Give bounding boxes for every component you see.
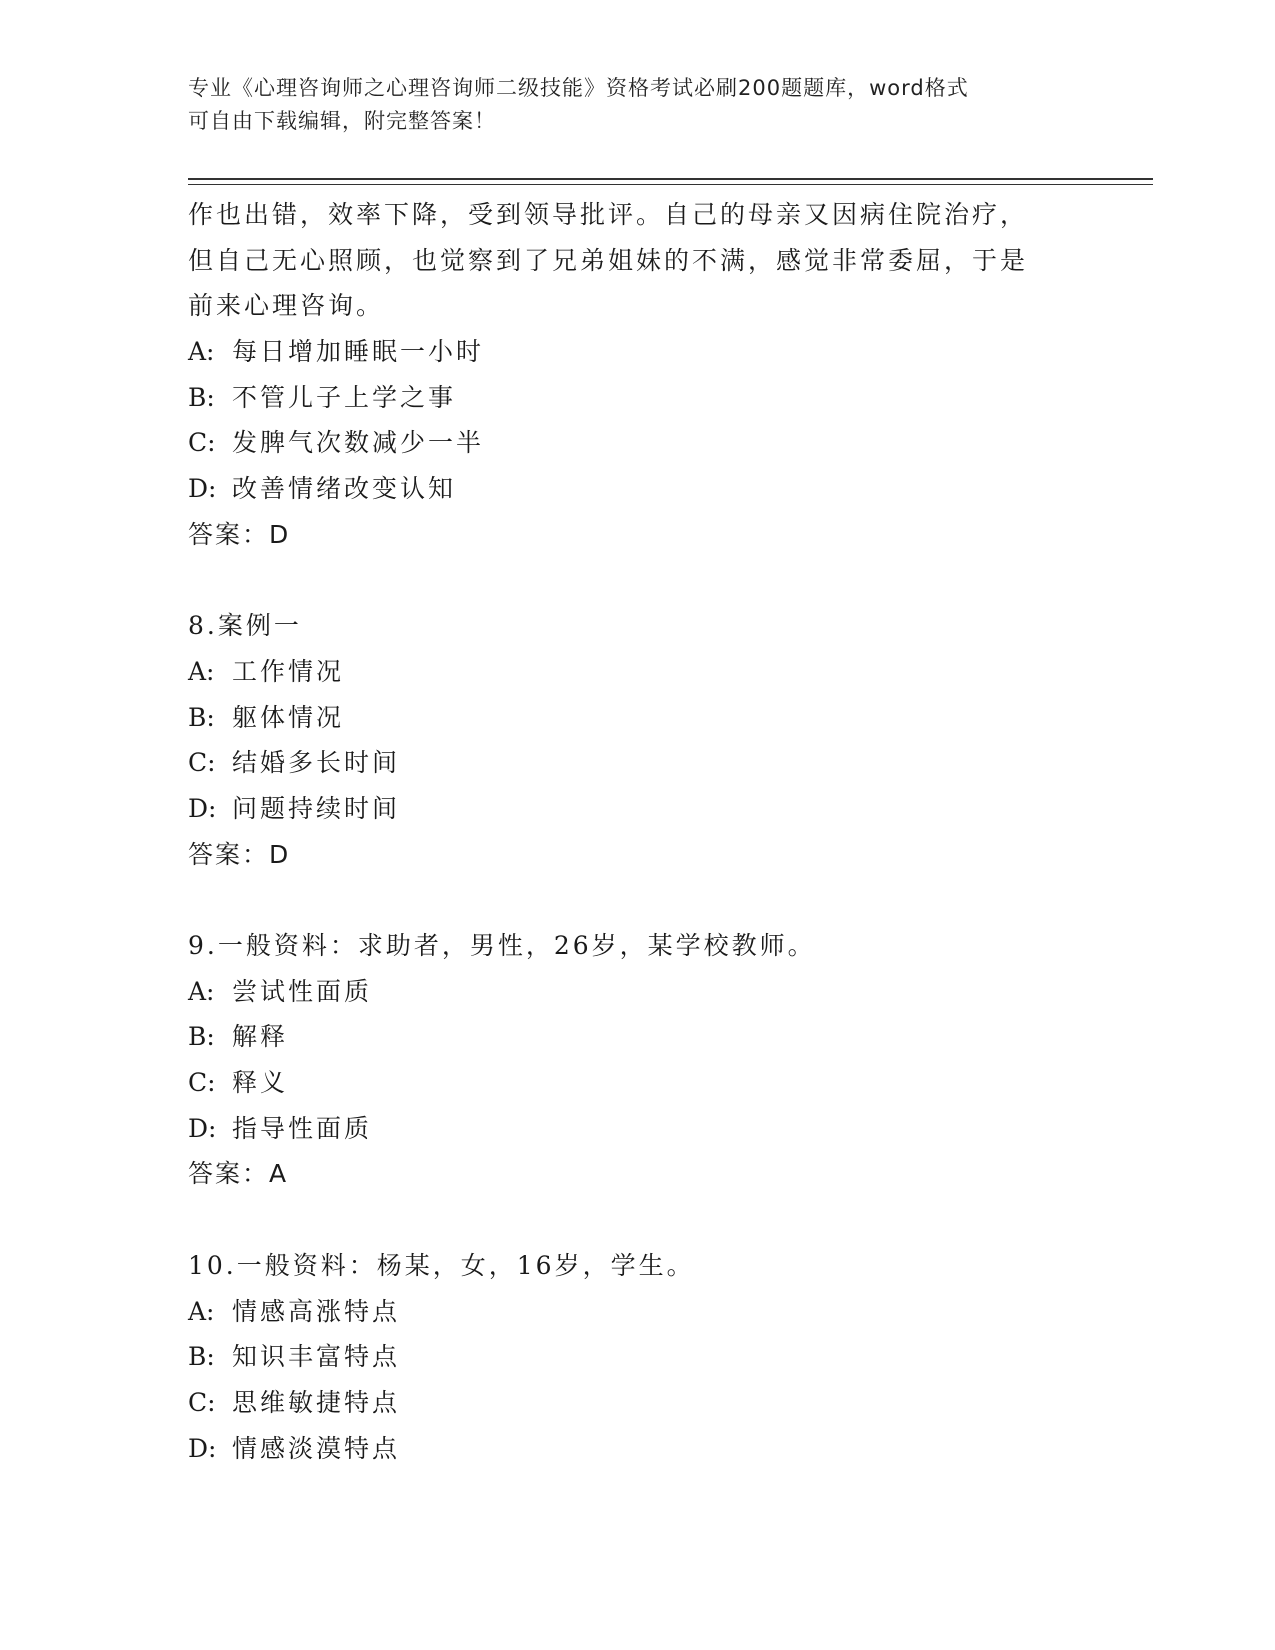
header-divider-thin xyxy=(188,184,1153,185)
stem-line: 前来心理咨询。 xyxy=(188,291,385,321)
option-letter: A: xyxy=(188,976,215,1006)
option-letter: D: xyxy=(188,474,217,504)
stem-line: 但自己无心照顾，也觉察到了兄弟姐妹的不满，感觉非常委屈，于是 xyxy=(188,245,1029,275)
option-letter: D: xyxy=(188,1113,217,1143)
option-text: 改善情绪改变认知 xyxy=(232,474,457,504)
option-letter: B: xyxy=(188,382,215,412)
option-text: 结婚多长时间 xyxy=(232,748,401,778)
option-letter: B: xyxy=(188,1022,215,1052)
answer-line: 答案：A xyxy=(188,1159,289,1189)
option-text: 情感淡漠特点 xyxy=(232,1433,401,1463)
option-text: 指导性面质 xyxy=(232,1113,373,1143)
option-text: 不管儿子上学之事 xyxy=(232,382,457,412)
option-text: 发脾气次数减少一半 xyxy=(232,428,485,458)
option-c xyxy=(188,420,1088,466)
answer-line: 答案：D xyxy=(188,519,291,549)
question-stem: 9.一般资料：求助者，男性，26岁，某学校教师。 xyxy=(188,931,816,960)
question-7-continuation xyxy=(188,192,1088,558)
option-c xyxy=(188,1060,1088,1106)
option-b xyxy=(188,1334,1088,1380)
option-letter: D: xyxy=(188,793,217,823)
option-d xyxy=(188,786,1088,832)
question-8 xyxy=(188,603,1088,877)
option-d xyxy=(188,1426,1088,1472)
option-b xyxy=(188,1014,1088,1060)
option-text: 解释 xyxy=(232,1022,289,1052)
option-a xyxy=(188,969,1088,1015)
option-a xyxy=(188,329,1088,375)
option-letter: D: xyxy=(188,1433,217,1463)
header-title-line2: 可自由下载编辑，附完整答案！ xyxy=(188,109,496,133)
option-letter: C: xyxy=(188,1387,216,1417)
header-title-line1: 专业《心理咨询师之心理咨询师二级技能》资格考试必刷200题题库，word格式 xyxy=(188,76,969,100)
option-letter: B: xyxy=(188,702,215,732)
question-stem: 8.案例一 xyxy=(188,611,302,641)
option-text: 尝试性面质 xyxy=(232,976,373,1006)
question-9 xyxy=(188,923,1088,1197)
option-letter: C: xyxy=(188,748,216,778)
option-text: 问题持续时间 xyxy=(232,793,401,823)
document-header xyxy=(188,72,1088,138)
option-letter: C: xyxy=(188,1068,216,1098)
option-letter: B: xyxy=(188,1342,215,1372)
option-c xyxy=(188,740,1088,786)
header-divider-thick xyxy=(188,178,1153,180)
option-text: 知识丰富特点 xyxy=(232,1342,401,1372)
option-letter: A: xyxy=(188,1296,215,1326)
option-a xyxy=(188,649,1088,695)
option-c xyxy=(188,1380,1088,1426)
option-b xyxy=(188,695,1088,741)
document-body xyxy=(188,192,1088,1471)
option-letter: A: xyxy=(188,337,215,367)
option-letter: C: xyxy=(188,428,216,458)
question-10 xyxy=(188,1243,1088,1471)
option-letter: A: xyxy=(188,656,215,686)
option-d xyxy=(188,466,1088,512)
question-stem: 10.一般资料：杨某，女，16岁，学生。 xyxy=(188,1250,695,1280)
option-text: 工作情况 xyxy=(232,656,345,686)
option-text: 释义 xyxy=(232,1068,289,1098)
option-d xyxy=(188,1106,1088,1152)
option-text: 每日增加睡眠一小时 xyxy=(232,337,485,367)
stem-line: 作也出错，效率下降，受到领导批评。自己的母亲又因病住院治疗， xyxy=(188,200,1029,229)
option-b xyxy=(188,375,1088,421)
option-a xyxy=(188,1289,1088,1335)
option-text: 躯体情况 xyxy=(232,702,345,732)
option-text: 情感高涨特点 xyxy=(232,1296,401,1326)
option-text: 思维敏捷特点 xyxy=(232,1387,401,1417)
answer-line: 答案：D xyxy=(188,839,291,869)
